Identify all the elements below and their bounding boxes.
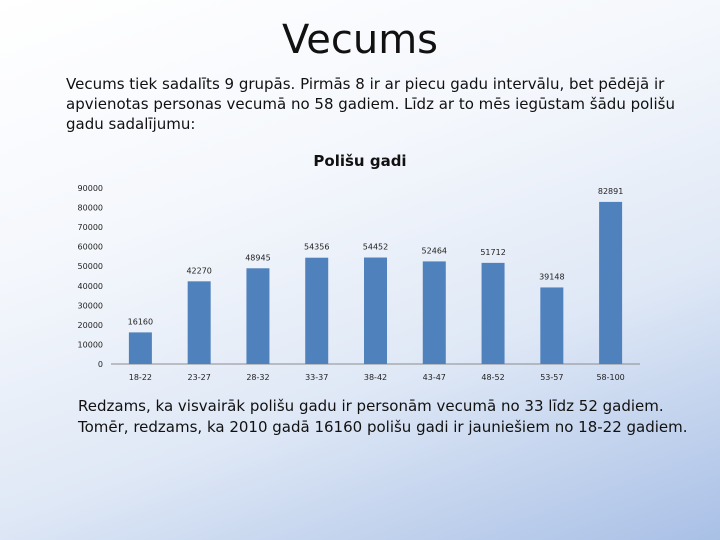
x-tick-label: 43-47 bbox=[422, 373, 446, 382]
conclusion-paragraph: Redzams, ka visvairāk polišu gadu ir personām vecumā no 33 līdz 52 gadiem. Tomēr, redzams, ka 2010 gadā 16160 polišu gadi ir jauniešiem no 18-22 gadiem. bbox=[78, 397, 688, 436]
data-label: 54356 bbox=[303, 242, 330, 252]
y-tick-label: 40000 bbox=[77, 281, 103, 291]
bar bbox=[423, 261, 446, 364]
bar bbox=[188, 281, 211, 364]
chart-title: Polišu gadi bbox=[313, 152, 407, 170]
x-tick-label: 18-22 bbox=[128, 373, 153, 382]
data-label: 16160 bbox=[127, 317, 154, 327]
x-tick-label: 58-100 bbox=[596, 373, 625, 382]
y-tick-label: 70000 bbox=[77, 223, 103, 233]
y-tick-label: 90000 bbox=[77, 184, 103, 193]
y-tick-label: 0 bbox=[97, 360, 103, 369]
bar bbox=[482, 263, 505, 364]
x-tick-label: 53-57 bbox=[540, 373, 564, 382]
data-label: 82891 bbox=[597, 186, 624, 196]
y-tick-label: 30000 bbox=[77, 301, 103, 311]
y-tick-label: 20000 bbox=[77, 320, 103, 330]
data-label: 42270 bbox=[186, 266, 212, 276]
data-label: 51712 bbox=[480, 247, 506, 257]
data-label: 48945 bbox=[245, 253, 271, 263]
bar bbox=[246, 268, 269, 364]
bar bbox=[129, 332, 152, 364]
bar bbox=[540, 287, 563, 364]
data-label: 39148 bbox=[539, 272, 565, 282]
intro-paragraph: Vecums tiek sadalīts 9 grupās. Pirmās 8 ir ar piecu gadu intervālu, bet pēdējā ir apvienotas personas vecumā no 58 gadiem. Līdz ar to mēs iegūstam šādu polišu gadu sadalījumu: bbox=[66, 75, 675, 133]
y-tick-label: 10000 bbox=[77, 340, 103, 350]
bar bbox=[599, 202, 622, 364]
x-tick-label: 33-37 bbox=[305, 373, 329, 382]
x-tick-label: 38-42 bbox=[363, 373, 388, 382]
y-tick-label: 50000 bbox=[77, 262, 103, 272]
data-label: 52464 bbox=[421, 246, 448, 256]
data-label: 54452 bbox=[362, 242, 389, 252]
x-tick-label: 28-32 bbox=[246, 373, 270, 382]
x-tick-label: 23-27 bbox=[187, 373, 211, 382]
y-tick-label: 60000 bbox=[77, 242, 103, 252]
bar bbox=[364, 258, 387, 364]
slide-title: Vecums bbox=[281, 17, 438, 63]
y-tick-label: 80000 bbox=[77, 203, 103, 213]
x-tick-label: 48-52 bbox=[481, 373, 505, 382]
bar bbox=[305, 258, 328, 364]
